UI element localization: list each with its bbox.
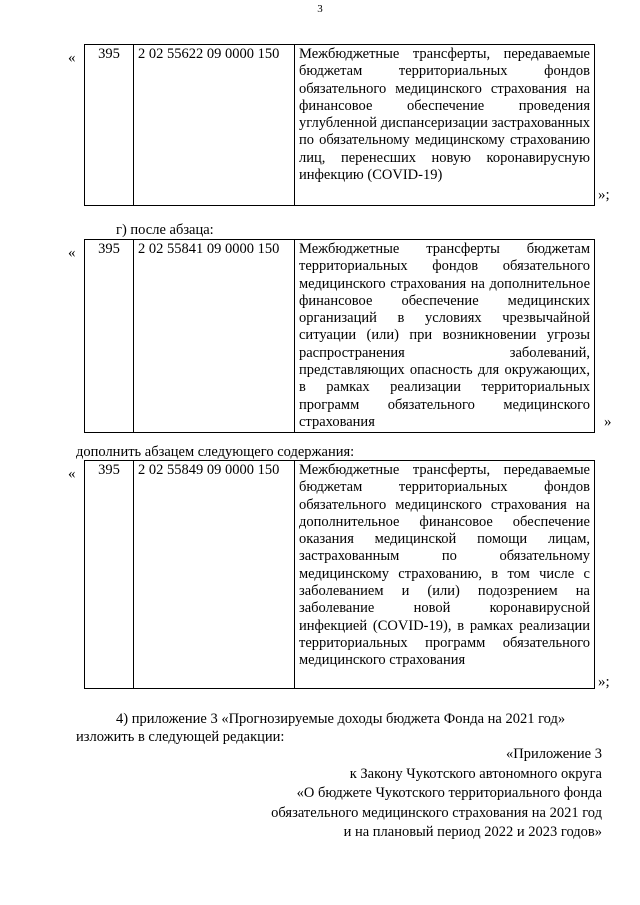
quote-open: « xyxy=(68,50,76,66)
quote-close: »; xyxy=(598,187,610,203)
budget-table-row-3 xyxy=(84,460,595,689)
paragraph-4-line-2: изложить в следующей редакции: xyxy=(76,729,285,745)
income-name: Межбюджетные трансферты бюджетам территориальных фондов обязательного медицинского страхования на дополнительное финансовое обеспечение медицинских организаций в условиях чрезвычайной ситуации (или) при возникновении угрозы распространения заболеваний, представляющих опасность для окружающих, в рамках реализации территориальных программ обязательного медицинского страхования xyxy=(295,240,595,433)
quote-open: « xyxy=(68,466,76,482)
quote-close: » xyxy=(604,414,612,430)
budget-table-row-2 xyxy=(84,239,595,433)
appendix-line: «О бюджете Чукотского территориального фонда xyxy=(296,785,602,801)
income-name: Межбюджетные трансферты, передаваемые бюджетам территориальных фондов обязательного медицинского страхования на дополнительное финансовое обеспечение оказания медицинской помощи лицам, застрахованным по обязательному медицинскому страхованию, в том числе с заболеванием и (или) подозрением на заболевание новой коронавирусной инфекцией (COVID-19), в рамках реализации территориальных программ обязательного медицинского страхования xyxy=(295,461,595,689)
appendix-line: к Закону Чукотского автономного округа xyxy=(349,765,602,782)
appendix-line: обязательного медицинского страхования на 2021 год xyxy=(271,804,602,821)
income-name: Межбюджетные трансферты, передаваемые бюджетам территориальных фондов обязательного медицинского страхования на финансовое обеспечение проведения углубленной диспансеризации застрахованных по обязательному медицинскому страхованию лиц, перенесших новую коронавирусную инфекцию (COVID-19) xyxy=(295,45,595,206)
quote-open: « xyxy=(68,245,76,261)
paragraph-add: дополнить абзацем следующего содержания: xyxy=(76,444,355,460)
appendix-line: и на плановый период 2022 и 2023 годов» xyxy=(343,824,602,840)
paragraph-g: г) после абзаца: xyxy=(116,222,214,238)
budget-table-row-1 xyxy=(84,44,595,206)
budget-code: 2 02 55849 09 0000 150 xyxy=(134,461,295,689)
appendix-header xyxy=(271,745,602,843)
budget-code: 2 02 55841 09 0000 150 xyxy=(134,240,295,433)
page-number: 3 xyxy=(317,3,323,15)
admin-code: 395 xyxy=(85,461,134,689)
budget-code: 2 02 55622 09 0000 150 xyxy=(134,45,295,206)
quote-close: »; xyxy=(598,674,610,690)
admin-code: 395 xyxy=(85,45,134,206)
admin-code: 395 xyxy=(85,240,134,433)
paragraph-4-line-1: 4) приложение 3 «Прогнозируемые доходы бюджета Фонда на 2021 год» xyxy=(116,711,566,727)
appendix-title: «Приложение 3 xyxy=(506,746,602,762)
